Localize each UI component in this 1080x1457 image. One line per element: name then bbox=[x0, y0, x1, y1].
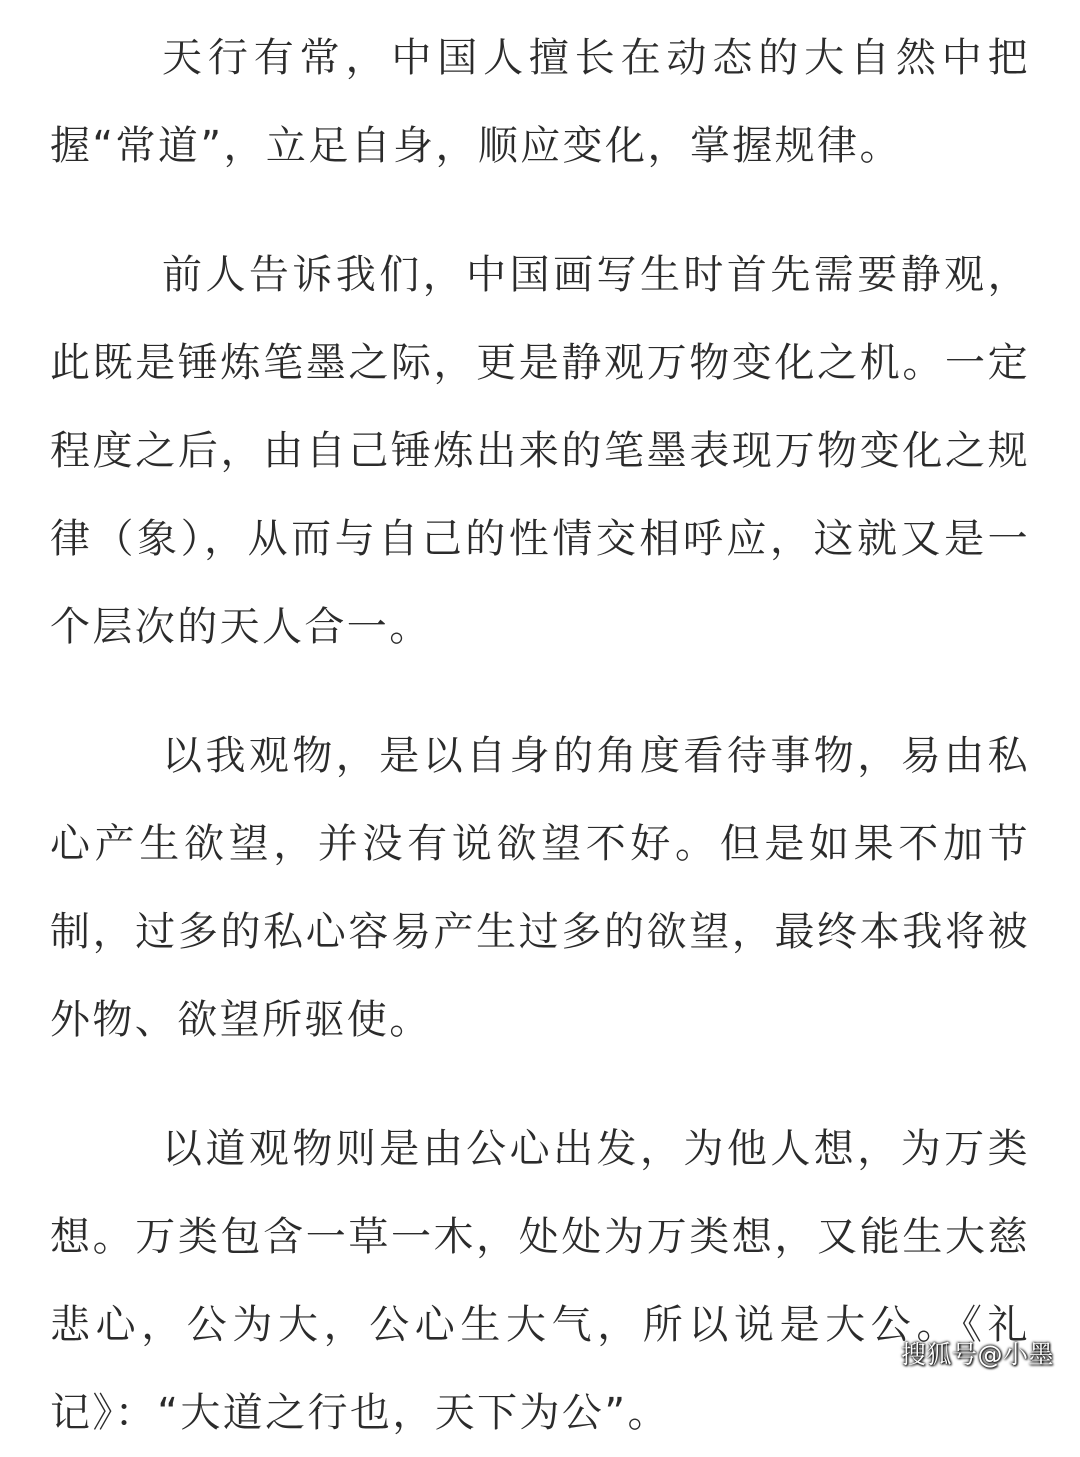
paragraph-1: 天行有常，中国人擅长在动态的大自然中把握“常道”，立足自身，顺应变化，掌握规律。 bbox=[50, 35, 1030, 169]
paragraph-3: 以我观物，是以自身的角度看待事物，易由私心产生欲望，并没有说欲望不好。但是如果不加节制，过多的私心容易产生过多的欲望，最终本我将被外物、欲望所驱使。 bbox=[50, 733, 1030, 1043]
paragraph-4: 以道观物则是由公心出发，为他人想，为万类想。万类包含一草一木，处处为万类想，又能生大慈悲心，公为大，公心生大气，所以说是大公。《礼记》：“大道之行也，天下为公”。 bbox=[50, 1126, 1030, 1436]
paragraph-2: 前人告诉我们，中国画写生时首先需要静观，此既是锤炼笔墨之际，更是静观万物变化之机。一定程度之后，由自己锤炼出来的笔墨表现万物变化之规律（象），从而与自己的性情交相呼应，这就又是一个层次的天人合一。 bbox=[50, 252, 1030, 650]
sohu-watermark: 搜狐号@小墨 bbox=[900, 1340, 1054, 1369]
article-body bbox=[50, 14, 1030, 1457]
